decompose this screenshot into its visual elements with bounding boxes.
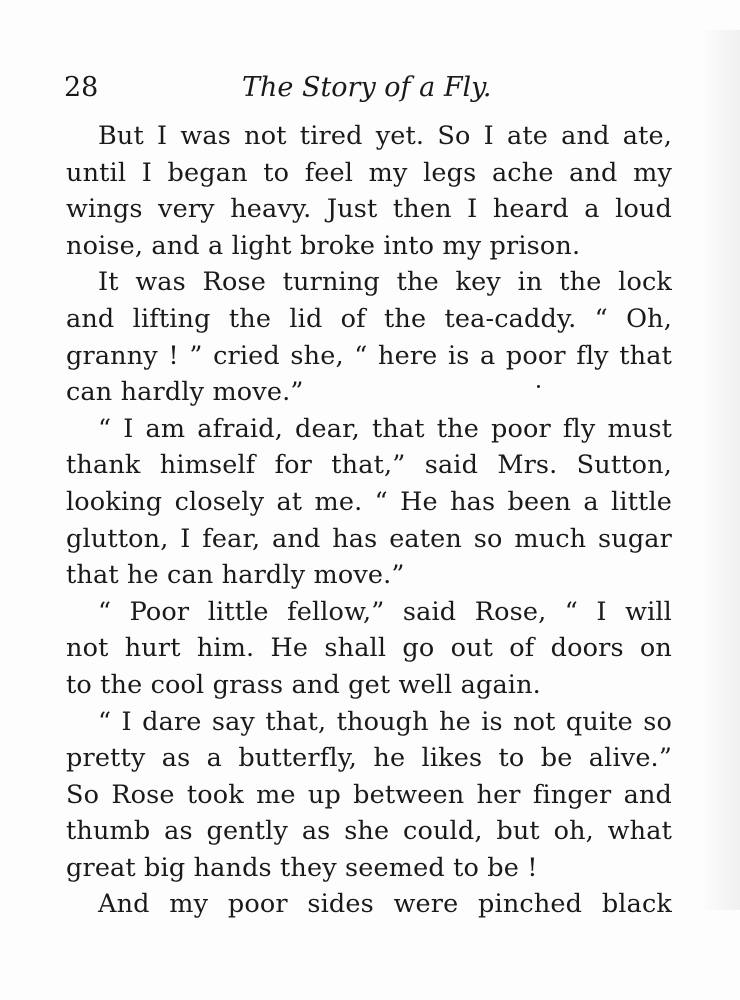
text-line: and lifting the lid of the tea-caddy. “ Oh, bbox=[66, 303, 672, 334]
text-line: wings very heavy. Just then I heard a loud bbox=[66, 194, 672, 225]
paragraph bbox=[66, 264, 672, 410]
text-line: noise, and a light broke into my prison. bbox=[66, 230, 581, 261]
text-line: It was Rose turning the key in the lock bbox=[98, 267, 672, 298]
text-line: can hardly move.” bbox=[66, 377, 304, 408]
text-line: great big hands they seemed to be ! bbox=[66, 852, 538, 883]
body-text bbox=[66, 118, 672, 923]
text-line: that he can hardly move.” bbox=[66, 560, 405, 591]
text-line: granny ! ” cried she, “ here is a poor fly that bbox=[66, 340, 672, 371]
text-line: And my poor sides were pinched black bbox=[98, 889, 672, 920]
paragraph bbox=[66, 118, 672, 264]
running-title: The Story of a Fly. bbox=[242, 72, 492, 103]
page-edge-shadow bbox=[700, 30, 740, 910]
text-line: looking closely at me. “ He has been a little bbox=[66, 486, 672, 517]
page-header bbox=[64, 70, 674, 110]
paragraph bbox=[66, 411, 672, 594]
paragraph bbox=[66, 594, 672, 704]
text-line: “ Poor little fellow,” said Rose, “ I will bbox=[98, 596, 672, 627]
paragraph bbox=[66, 704, 672, 887]
text-line: “ I dare say that, though he is not quite so bbox=[98, 706, 672, 737]
text-line: not hurt him. He shall go out of doors on bbox=[66, 633, 672, 664]
text-line: thumb as gently as she could, but oh, what bbox=[66, 816, 672, 847]
paragraph bbox=[66, 886, 672, 923]
page-number: 28 bbox=[64, 72, 99, 103]
text-line: to the cool grass and get well again. bbox=[66, 669, 541, 700]
text-line: glutton, I fear, and has eaten so much sugar bbox=[66, 523, 672, 554]
text-line: But I was not tired yet. So I ate and ate, bbox=[98, 121, 672, 151]
text-line: until I began to feel my legs ache and my bbox=[66, 157, 672, 188]
text-line: “ I am afraid, dear, that the poor fly must bbox=[98, 413, 672, 444]
text-line: So Rose took me up between her finger and bbox=[66, 779, 672, 810]
text-line: pretty as a butterfly, he likes to be alive.” bbox=[66, 743, 672, 774]
ink-speck bbox=[537, 385, 540, 388]
text-line: thank himself for that,” said Mrs. Sutton, bbox=[66, 450, 672, 481]
